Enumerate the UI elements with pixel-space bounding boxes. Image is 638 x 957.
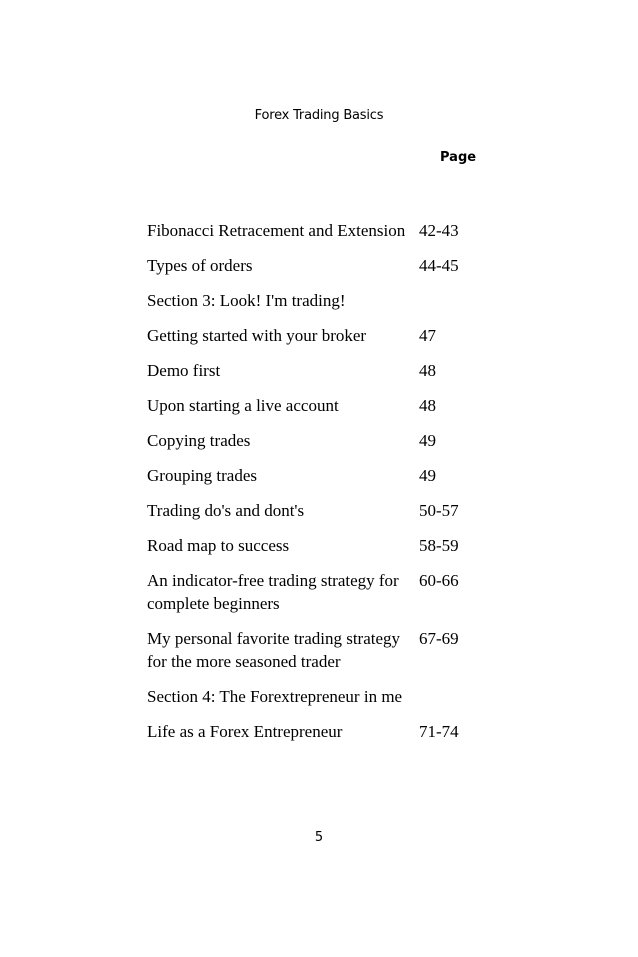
- toc-entry: [147, 464, 477, 487]
- toc-entry-title: An indicator-free trading strategy for complete beginners: [147, 571, 399, 613]
- toc-entry-page: 49: [419, 431, 436, 450]
- toc-entry-title: My personal favorite trading strategy for the more seasoned trader: [147, 629, 401, 671]
- toc-entry-page: 44-45: [419, 256, 459, 275]
- toc-entry: [147, 720, 477, 743]
- toc-entry-title: Road map to success: [147, 536, 290, 555]
- toc-entry-page: 71-74: [419, 722, 459, 741]
- toc-entry: [147, 534, 477, 557]
- toc-entry-title: Copying trades: [147, 431, 251, 450]
- running-header: Forex Trading Basics: [254, 108, 384, 123]
- toc-entry: [147, 394, 477, 417]
- toc-entry-title: Fibonacci Retracement and Extension: [147, 221, 406, 240]
- toc-entry-title: Grouping trades: [147, 466, 258, 485]
- toc-entry-page: 60-66: [419, 571, 459, 590]
- page-column-header: Page: [440, 150, 477, 165]
- toc-entry-page: 58-59: [419, 536, 459, 555]
- toc-entry: [147, 254, 477, 277]
- toc-section-title: Section 3: Look! I'm trading!: [147, 291, 346, 310]
- toc-entry: [147, 219, 477, 242]
- toc-entry: [147, 499, 477, 522]
- toc-entry-page: 49: [419, 466, 436, 485]
- toc-entry: [147, 569, 477, 615]
- toc-entry-title: Demo first: [147, 361, 221, 380]
- toc-entry: [147, 627, 477, 673]
- toc-entry-page: 48: [419, 361, 436, 380]
- toc-entry: [147, 359, 477, 382]
- toc-entry-title: Types of orders: [147, 256, 253, 275]
- toc-section-title: Section 4: The Forextrepreneur in me: [147, 687, 403, 706]
- toc-entry-page: 48: [419, 396, 436, 415]
- page-number: 5: [314, 830, 324, 845]
- toc-section-heading: [147, 289, 477, 312]
- toc-entry-title: Getting started with your broker: [147, 326, 367, 345]
- toc-entry-page: 47: [419, 326, 436, 345]
- toc-entry: [147, 429, 477, 452]
- toc-entry-title: Upon starting a live account: [147, 396, 339, 415]
- toc-entry-page: 42-43: [419, 221, 459, 240]
- toc-entry-page: 50-57: [419, 501, 459, 520]
- toc-entry-page: 67-69: [419, 629, 459, 648]
- toc-section-heading: [147, 685, 477, 708]
- toc-entry: [147, 324, 477, 347]
- toc-entry-title: Life as a Forex Entrepreneur: [147, 722, 343, 741]
- table-of-contents: [147, 219, 477, 755]
- toc-entry-title: Trading do's and dont's: [147, 501, 305, 520]
